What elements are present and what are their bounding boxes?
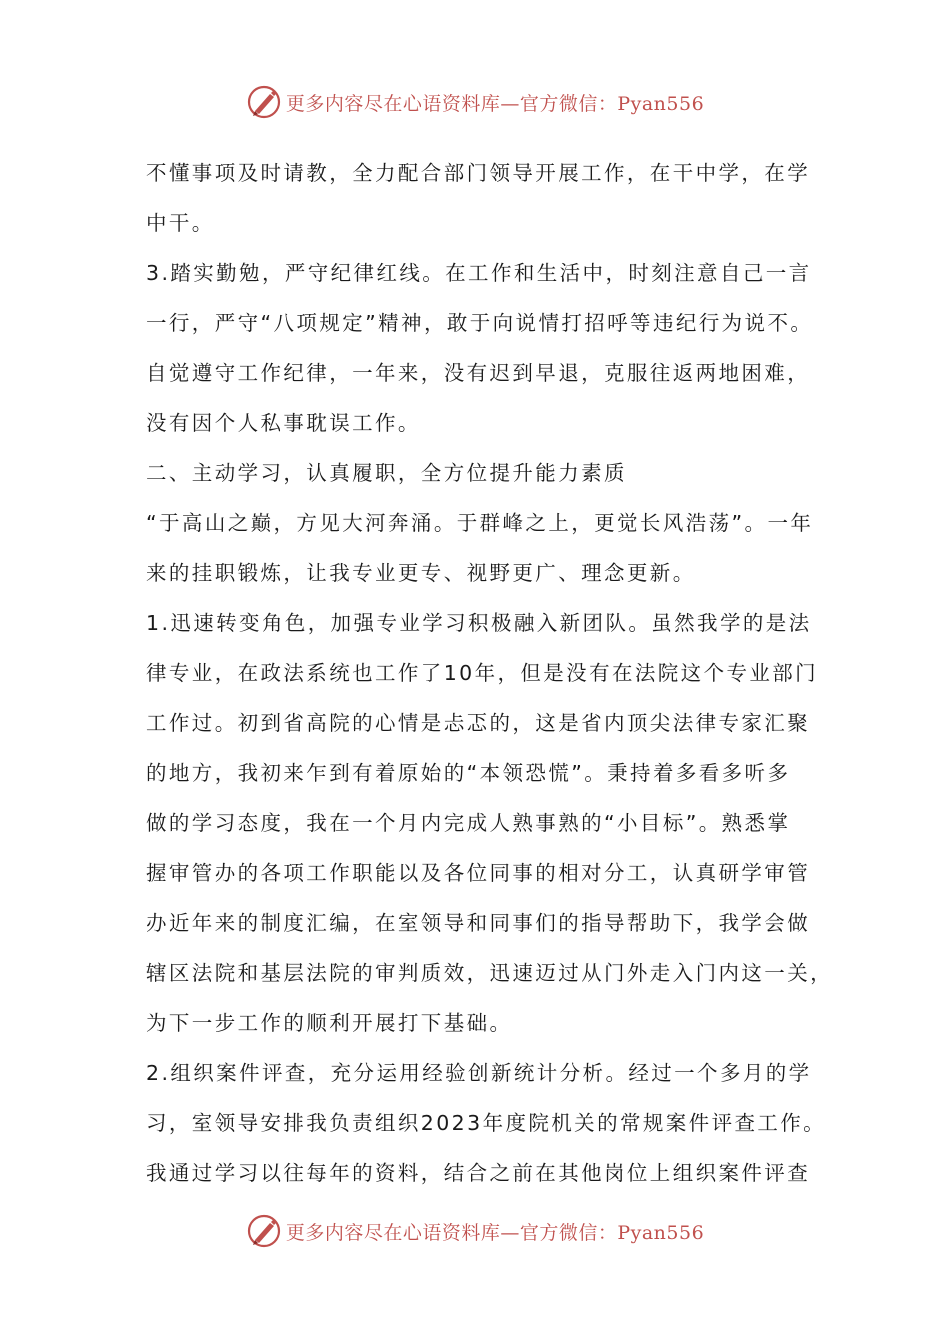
footer-banner — [0, 1211, 950, 1251]
pen-logo-icon — [246, 1213, 282, 1249]
body-line: 辖区法院和基层法院的审判质效，迅速迈过从门外走入门内这一关， — [146, 961, 833, 985]
body-line: 的地方，我初来乍到有着原始的“本领恐慌”。秉持着多看多听多 — [146, 761, 791, 785]
footer-text: 更多内容尽在心语资料库—官方微信：Pyan556 — [285, 1221, 705, 1244]
body-line: 我通过学习以往每年的资料，结合之前在其他岗位上组织案件评查 — [146, 1161, 811, 1185]
document-body — [146, 148, 833, 1198]
body-line: 办近年来的制度汇编，在室领导和同事们的指导帮助下，我学会做 — [146, 911, 811, 935]
body-line: 2.组织案件评查，充分运用经验创新统计分析。经过一个多月的学 — [146, 1061, 812, 1085]
body-line: 握审管办的各项工作职能以及各位同事的相对分工，认真研学审管 — [146, 861, 811, 885]
section-heading: 二、主动学习，认真履职，全方位提升能力素质 — [146, 461, 627, 485]
body-line: 3.踏实勤勉，严守纪律红线。在工作和生活中，时刻注意自己一言 — [146, 261, 812, 285]
body-line: 中干。 — [146, 211, 215, 235]
body-line: 习，室领导安排我负责组织2023年度院机关的常规案件评查工作。 — [146, 1111, 827, 1135]
body-line: 1.迅速转变角色，加强专业学习积极融入新团队。虽然我学的是法 — [146, 611, 812, 635]
pen-logo-icon — [246, 84, 282, 120]
body-line: 一行，严守“八项规定”精神，敢于向说情打招呼等违纪行为说不。 — [146, 311, 814, 335]
header-text: 更多内容尽在心语资料库—官方微信：Pyan556 — [285, 92, 705, 115]
body-line: 为下一步工作的顺利开展打下基础。 — [146, 1011, 513, 1035]
body-line: 做的学习态度，我在一个月内完成人熟事熟的“小目标”。熟悉掌 — [146, 811, 791, 835]
header-banner — [0, 82, 950, 122]
body-line: 律专业，在政法系统也工作了10年，但是没有在法院这个专业部门 — [146, 661, 819, 685]
body-line: “于高山之巅，方见大河奔涌。于群峰之上，更觉长风浩荡”。一年 — [146, 511, 814, 535]
body-line: 来的挂职锻炼，让我专业更专、视野更广、理念更新。 — [146, 561, 696, 585]
body-line: 不懂事项及时请教，全力配合部门领导开展工作，在干中学，在学 — [146, 161, 811, 185]
body-line: 没有因个人私事耽误工作。 — [146, 411, 421, 435]
body-line: 自觉遵守工作纪律，一年来，没有迟到早退，克服往返两地困难， — [146, 361, 811, 385]
body-line: 工作过。初到省高院的心情是忐忑的，这是省内顶尖法律专家汇聚 — [146, 711, 811, 735]
